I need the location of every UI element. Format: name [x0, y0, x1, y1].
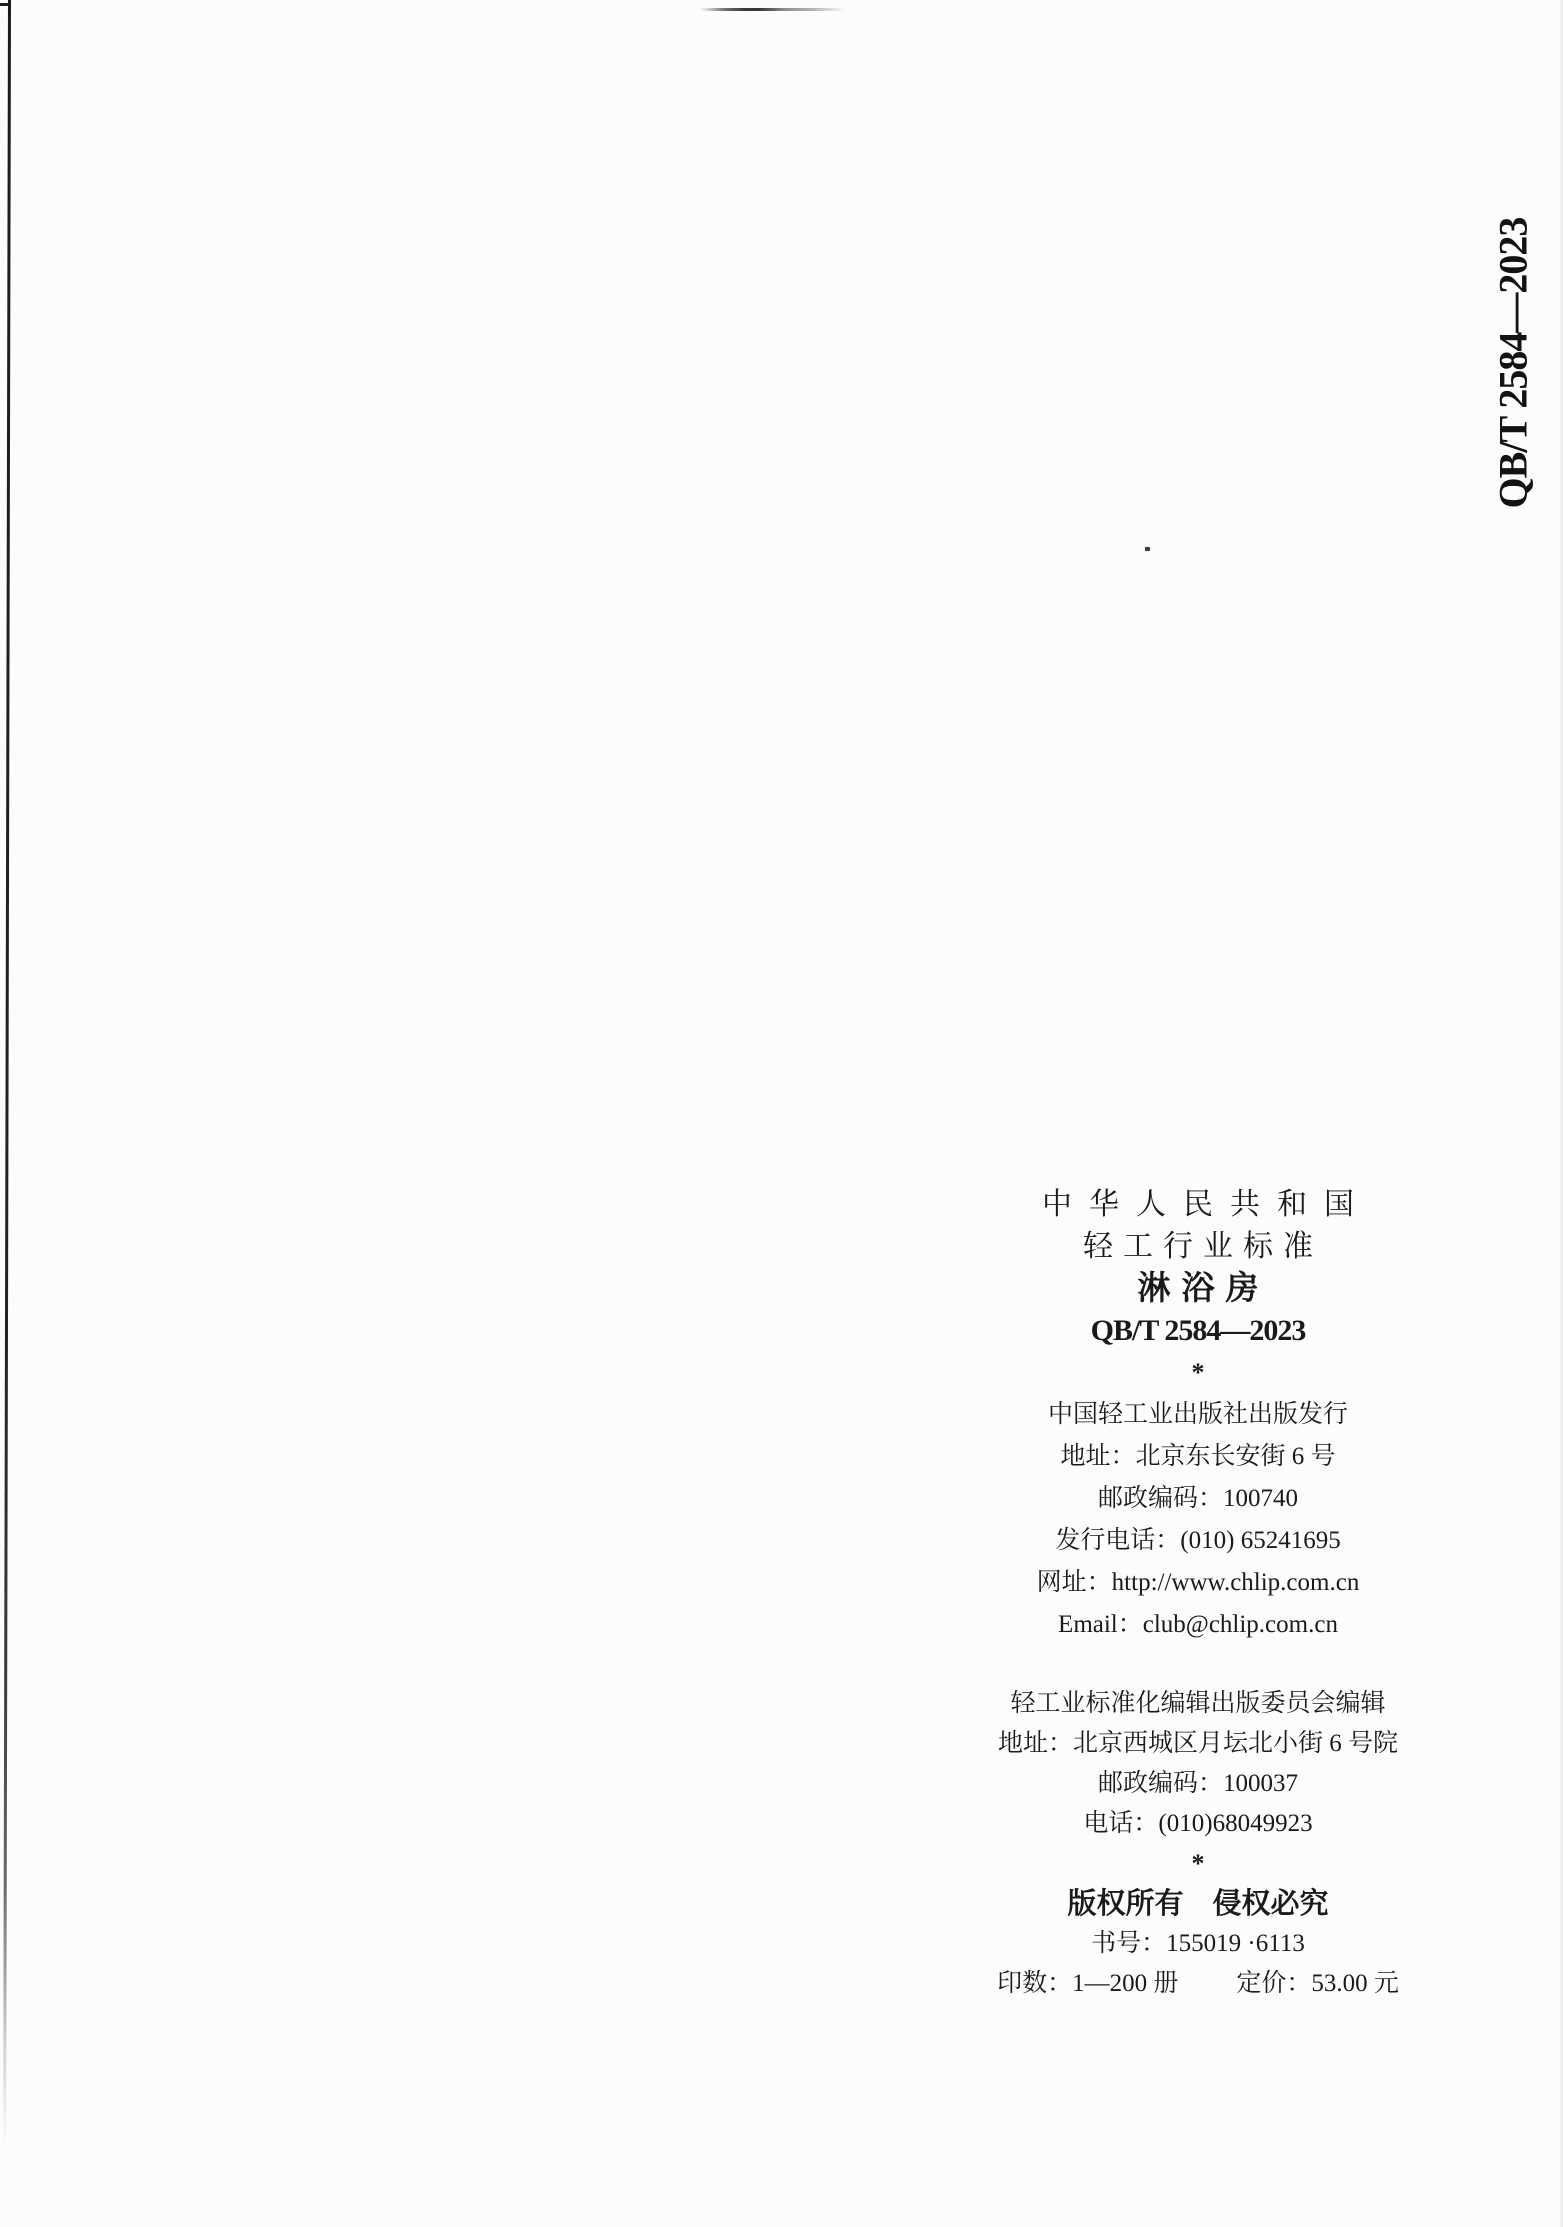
standard-title: 淋浴房 — [1137, 1271, 1270, 1307]
separator-star-2: * — [1191, 1849, 1205, 1878]
publisher-name: 中国轻工业出版社出版发行 — [1047, 1401, 1348, 1428]
editor-phone: 电话：(010)68049923 — [1083, 1810, 1313, 1837]
print-run: 印数：1—200 册 — [997, 1970, 1179, 1997]
scan-left-corner-tick — [0, 3, 10, 6]
standard-number-vertical: QB/T 2584—2023 — [1490, 217, 1536, 509]
editor-name: 轻工业标准化编辑出版委员会编辑 — [1010, 1690, 1386, 1717]
printrun-price-line — [978, 1964, 1418, 2004]
editor-copyright-group — [978, 1684, 1418, 2004]
block-spacer — [978, 1646, 1418, 1684]
scan-speck — [1145, 547, 1150, 551]
scan-right-edge-shade — [1559, 0, 1563, 2227]
editor-postcode: 邮政编码：100037 — [1097, 1770, 1298, 1797]
publisher-phone: 发行电话：(010) 65241695 — [1055, 1527, 1341, 1554]
copyright-notice: 版权所有 侵权必究 — [1067, 1888, 1329, 1920]
scan-top-center-mark — [700, 8, 845, 11]
standard-number: QB/T 2584—2023 — [1090, 1314, 1306, 1347]
country-line: 中华人民共和国 — [1042, 1188, 1371, 1221]
publisher-address: 地址：北京东长安街 6 号 — [1060, 1443, 1336, 1470]
series-line: 轻工行业标准 — [1083, 1230, 1323, 1263]
price: 定价：53.00 元 — [1236, 1970, 1399, 1997]
editor-address: 地址：北京西城区月坛北小街 6 号院 — [997, 1730, 1398, 1757]
book-number-line: 书号：155019 ·6113 — [1091, 1930, 1305, 1957]
separator-star: * — [1191, 1358, 1205, 1387]
colophon-block — [978, 1184, 1418, 2004]
scan-left-edge-line — [3, 0, 11, 2145]
publisher-email: Email：club@chlip.com.cn — [1058, 1611, 1338, 1638]
publisher-website: 网址：http://www.chlip.com.cn — [1036, 1569, 1360, 1596]
publisher-postcode: 邮政编码：100740 — [1097, 1485, 1298, 1512]
